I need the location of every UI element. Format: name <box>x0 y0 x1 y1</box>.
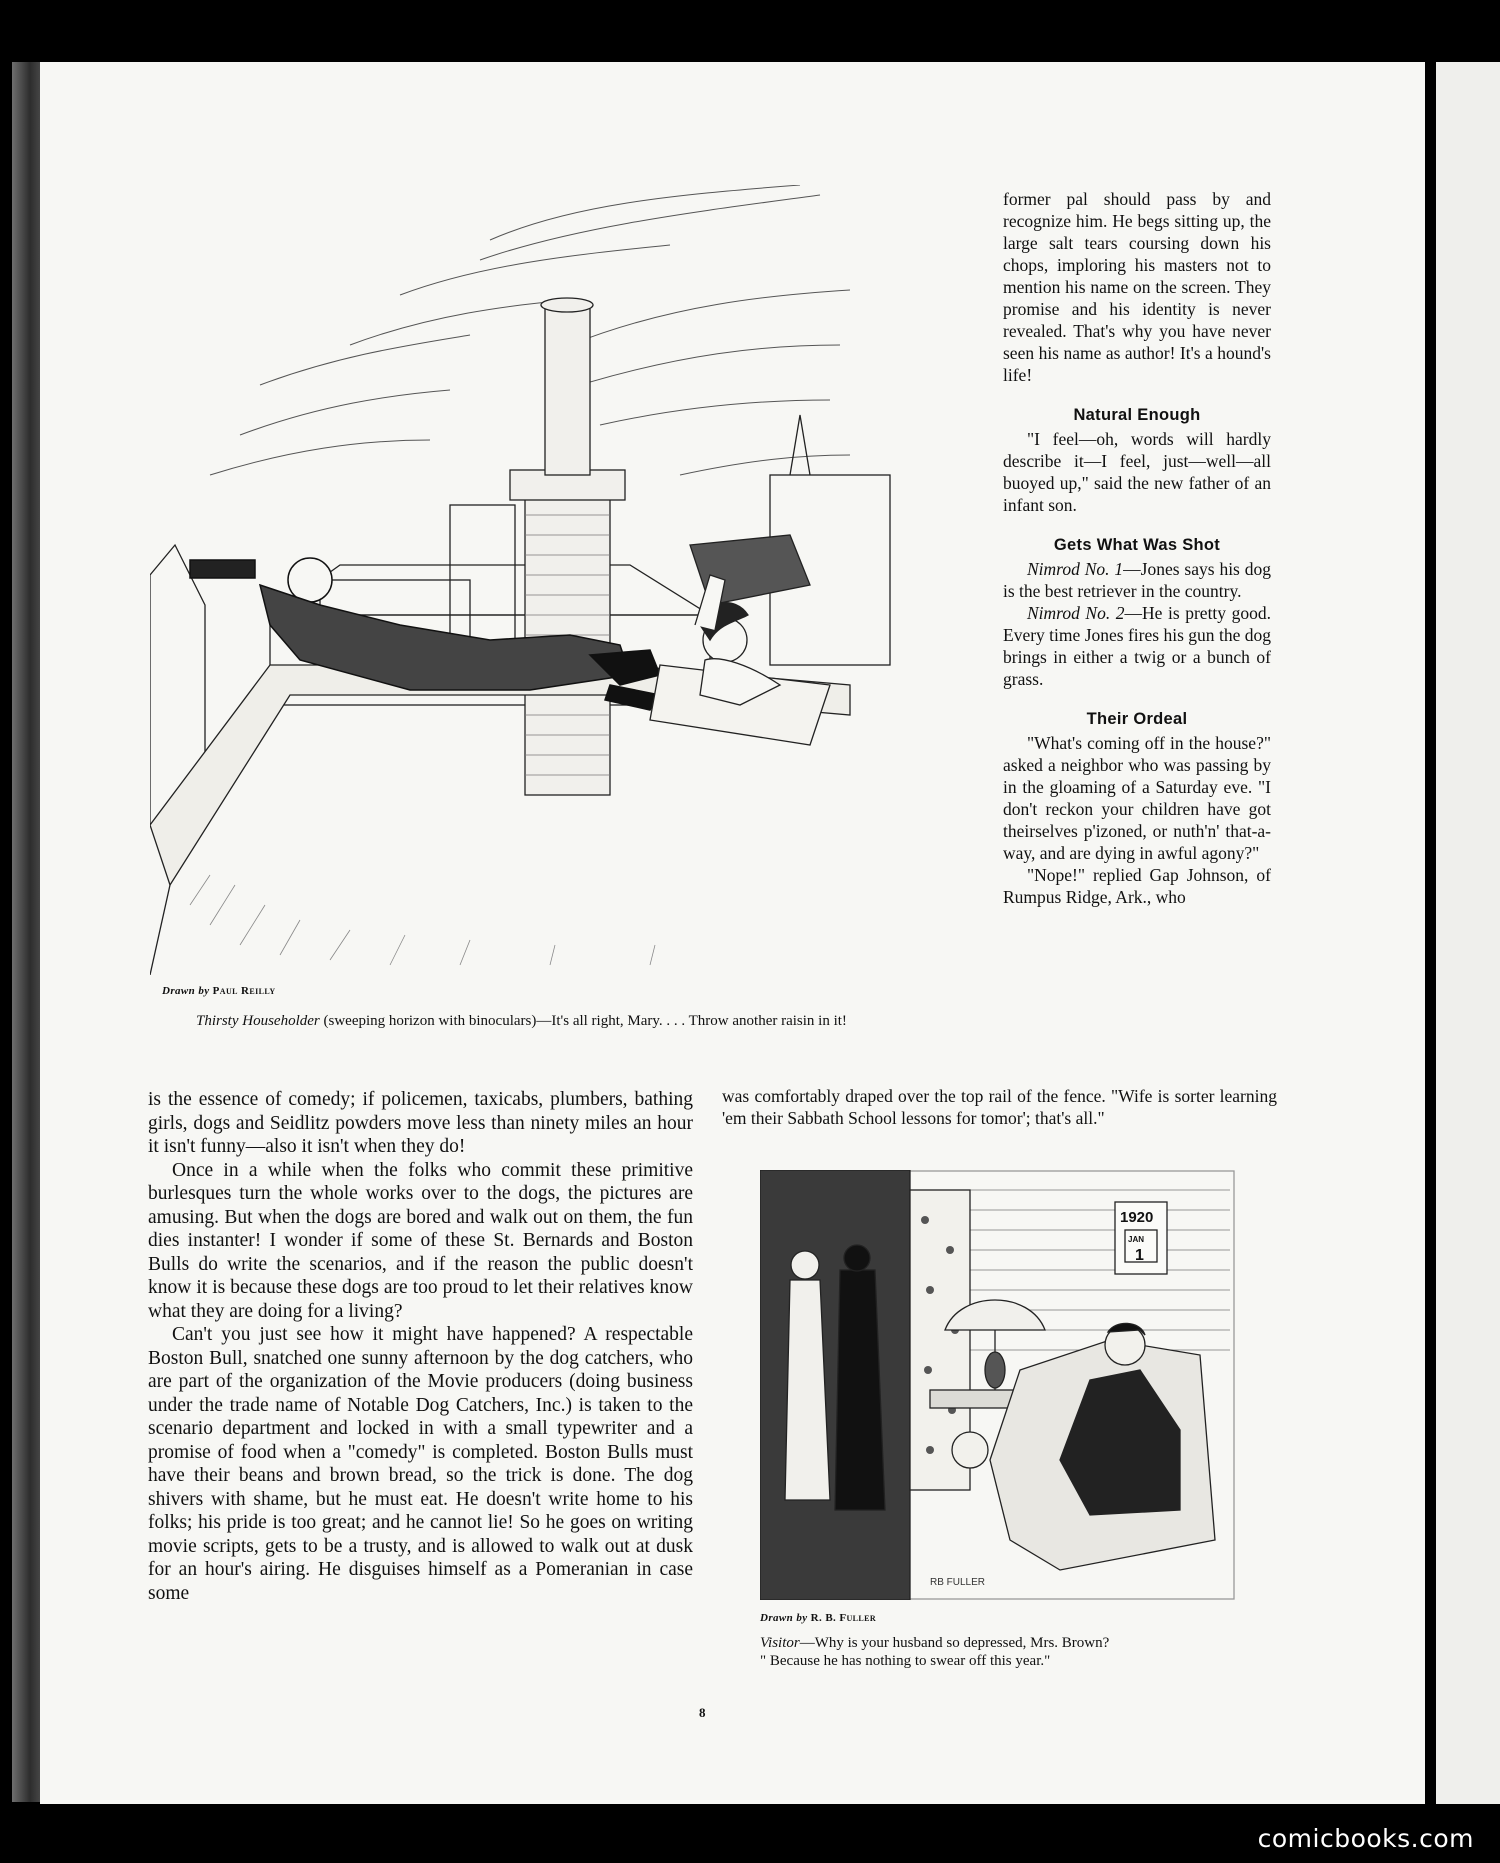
right-column <box>1003 188 1271 908</box>
caption-text: (sweeping horizon with binoculars)—It's all right, Mary. . . . Throw another raisin in it! <box>319 1013 847 1029</box>
joke-title-their-ordeal: Their Ordeal <box>1086 710 1188 728</box>
continued-joke-text: was comfortably draped over the top rail of the fence. "Wife is sorter learning 'em their Sabbath School lessons for tomor'; that's all." <box>722 1086 1277 1128</box>
joke-body-natural-enough: "I feel—oh, words will hardly describe it—I feel, just—well—all buoyed up," said the new father of an infant son. <box>1003 429 1271 515</box>
joke-title-natural-enough: Natural Enough <box>1073 406 1201 424</box>
bottom-cartoon-caption <box>760 1634 1230 1670</box>
artist-signature: RB FULLER <box>930 1577 986 1588</box>
rooftop-cartoon-illustration <box>150 185 980 975</box>
binoculars-drawing <box>190 560 255 578</box>
watermark: comicbooks.com <box>1257 1824 1474 1853</box>
calendar-year: 1920 <box>1120 1209 1154 1226</box>
continued-paragraph: former pal should pass by and recognize him. He begs sitting up, the large salt tears coursing down his chops, imploring his masters not to mention his name on the screen. They promise and his identity is never revealed. That's why you have never seen his name as author! It's a hound's life! <box>1003 189 1271 385</box>
book-spine <box>12 62 42 1802</box>
adjacent-page-edge <box>1436 62 1500 1804</box>
paragraph-2: Once in a while when the folks who commit these primitive burlesques turn the whole works over to the dogs, the pictures are amusing. But when the dogs are bored and walk out on them, the fun dies instanter! I wonder if some of these St. Bernards and Boston Bulls do write the scenarios, and if the reason the public doesn't know it is because these dogs are too proud to let their relatives know what they are doing for a living? <box>148 1159 693 1322</box>
sky-hatching <box>210 185 850 475</box>
church-spire <box>790 415 810 475</box>
woman-in-trapdoor <box>650 535 830 745</box>
bottom-cartoon-credit: Drawn by R. B. Fuller <box>760 1612 877 1624</box>
calendar-month: JAN <box>1128 1235 1145 1244</box>
cat-or-slipper <box>952 1432 988 1468</box>
joke-body-their-ordeal: "What's coming off in the house?" asked a neighbor who was passing by in the gloaming of a Saturday eve. "I don't reckon your children have got theirselves p'izoned, or nuth'n' that-a-way, and are dying in awful agony?" <box>1003 733 1271 863</box>
slate-roof <box>270 565 710 615</box>
paragraph-1: is the essence of comedy; if policemen, taxicabs, plumbers, bathing girls, dogs and Seidlitz powders move less than ninety miles an hour it isn't funny—also it isn't when they do! <box>148 1089 693 1157</box>
dark-doorway <box>760 1170 910 1600</box>
caption-speaker: Thirsty Householder <box>196 1013 320 1029</box>
calendar-day: 1 <box>1135 1247 1144 1264</box>
caption-line-1: Visitor—Why is your husband so depressed, Mrs. Brown? <box>760 1635 1110 1651</box>
joke-line-nimrod-2: Nimrod No. 2—He is pretty good. Every time Jones fires his gun the dog brings in either a twig or a bunch of grass. <box>1003 603 1271 689</box>
paragraph-3: Can't you just see how it might have happened? A respectable Boston Bull, snatched one sunny afternoon by the dog catchers, who are part of the organization of the Movie producers (doing business under the trade name of Notable Dog Catchers, Inc.) is taken to the scenario department and locked in with a small typewriter and a promise of food when a "comedy" is completed. Boston Bulls must have their beans and brown bread, so the trick is done. The dog shivers with shame, but he must eat. He doesn't write home to his folks; his pride is too great; and he cannot lie! So he goes on writing movie scripts, gets to be a trusty, and is allowed to walk out at dusk for an hour's airing. He disguises himself as a Pomeranian in case some <box>148 1324 693 1604</box>
joke-body-their-ordeal-2: "Nope!" replied Gap Johnson, of Rumpus Ridge, Ark., who <box>1003 865 1271 907</box>
chimney-stack <box>545 305 590 475</box>
wall-calendar <box>1115 1202 1167 1274</box>
living-room-cartoon-illustration <box>760 1170 1235 1600</box>
left-column <box>148 1088 693 1605</box>
page-number: 8 <box>699 1705 706 1720</box>
top-cartoon-caption <box>162 1012 952 1030</box>
caption-line-2: " Because he has nothing to swear off this year." <box>760 1653 1051 1669</box>
joke-title-gets-what-was-shot: Gets What Was Shot <box>1053 536 1221 554</box>
joke-line-nimrod-1: Nimrod No. 1—Jones says his dog is the best retriever in the country. <box>1003 559 1271 601</box>
top-cartoon-credit: Drawn by Paul Reilly <box>162 985 276 997</box>
